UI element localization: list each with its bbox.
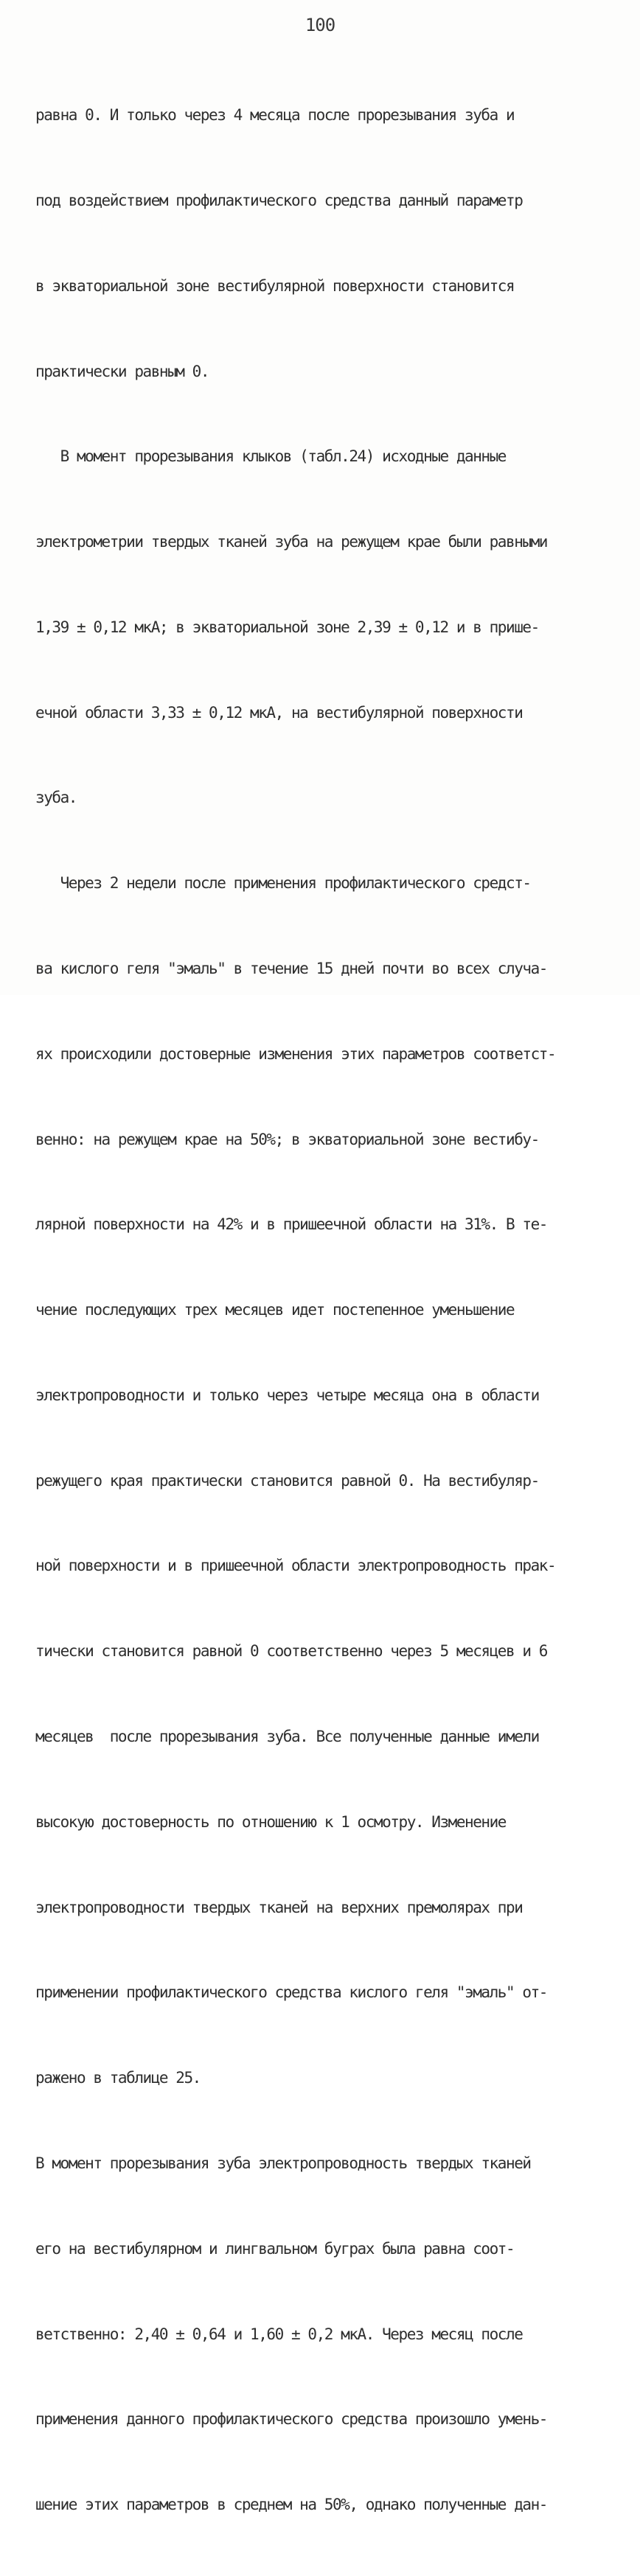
text-line: чение последующих трех месяцев идет постепенное уменьшение [35, 1301, 515, 1319]
text-line: В момент прорезывания клыков (табл.24) исходные данные [35, 447, 507, 466]
text-line: практически равным 0. [35, 362, 209, 380]
text-line: ях происходили достоверные изменения этих параметров соответст- [35, 1044, 556, 1063]
text-line: зуба. [35, 789, 77, 807]
text-line: лярной поверхности на 42% и в пришеечной области на 31%. В те- [35, 1215, 547, 1234]
text-line: ечной области 3,33 ± 0,12 мкА, на вестибулярной поверхности [35, 703, 523, 722]
text-line: электропроводности твердых тканей на верхних премолярах при [35, 1898, 523, 1916]
text-line: применения данного профилактического средства произошло умень- [35, 2410, 547, 2429]
text-line: под воздействием профилактического средства данный параметр [35, 191, 523, 209]
text-line: режущего края практически становится равной 0. На вестибуляр- [35, 1471, 539, 1490]
text-line: ражено в таблице 25. [35, 2069, 201, 2087]
text-line: ной поверхности и в пришеечной области электропроводность прак- [35, 1557, 556, 1575]
text-line: электропроводности и только через четыре месяца она в области [35, 1386, 539, 1404]
text-line: ветственно: 2,40 ± 0,64 и 1,60 ± 0,2 мкА. Через месяц после [35, 2325, 523, 2343]
text-line: 1,39 ± 0,12 мкА; в экваториальной зоне 2,39 ± 0,12 и в прише- [35, 618, 539, 636]
page-number: 100 [305, 15, 335, 35]
text-line: Через 2 недели после применения профилактического средст- [35, 874, 531, 893]
text-line: В момент прорезывания зуба электропроводность твердых тканей [35, 2154, 531, 2172]
text-line: применении профилактического средства кислого геля "эмаль" от- [35, 1983, 547, 2002]
text-line: высокую достоверность по отношению к 1 осмотру. Изменение [35, 1812, 507, 1831]
text-line: электрометрии твердых тканей зуба на режущем крае были равными [35, 533, 547, 551]
text-line: тически становится равной 0 соответственно через 5 месяцев и 6 [35, 1642, 547, 1661]
text-line: ва кислого геля "эмаль" в течение 15 дней почти во всех случа- [35, 960, 547, 977]
text-line: шение этих параметров в среднем на 50%, однако полученные дан- [35, 2496, 547, 2514]
text-line: месяцев после прорезывания зуба. Все полученные данные имели [35, 1728, 539, 1746]
text-line: венно: на режущем крае на 50%; в экваториальной зоне вестибу- [35, 1130, 539, 1148]
text-line: в экваториальной зоне вестибулярной поверхности становится [35, 276, 515, 295]
text-line: равна 0. И только через 4 месяца после прорезывания зуба и [35, 106, 515, 125]
text-line: его на вестибулярном и лингвальном буграх была равна соот- [35, 2239, 515, 2258]
body-text [35, 44, 611, 2576]
